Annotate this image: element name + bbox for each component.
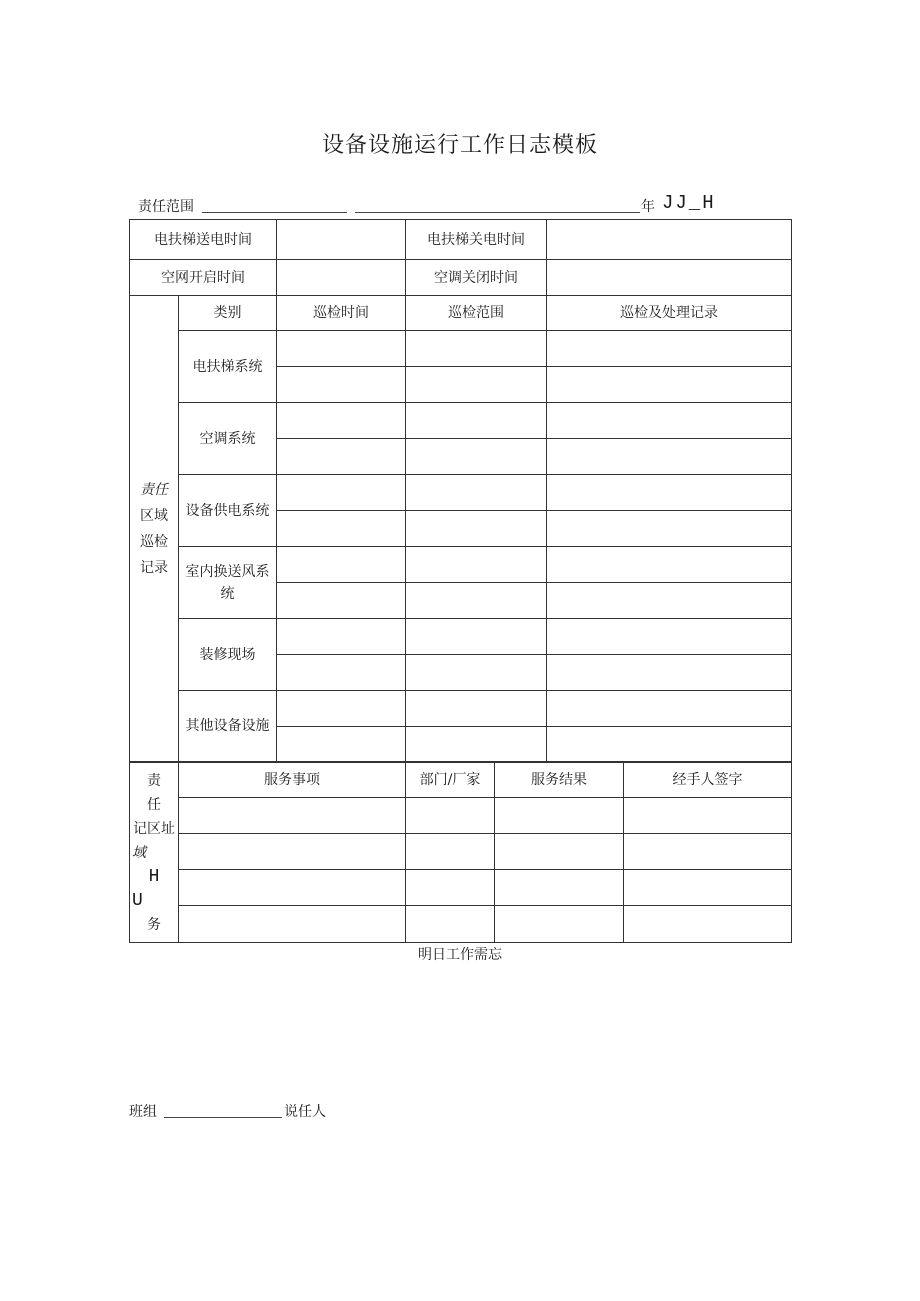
- service-item-cell[interactable]: [179, 834, 406, 870]
- column-header: 经手人签字: [624, 763, 792, 798]
- department-cell[interactable]: [406, 870, 495, 906]
- result-cell[interactable]: [495, 834, 624, 870]
- section-label-line: 巡检: [140, 533, 168, 550]
- category-label: 电扶梯系统: [179, 331, 277, 403]
- section-label-line: H: [148, 866, 160, 887]
- range-cell[interactable]: [406, 475, 547, 511]
- section-label-line: 记区址: [133, 820, 175, 837]
- ac-off-field[interactable]: [547, 260, 792, 296]
- section-label-line: 责任: [140, 481, 168, 498]
- section-label-line: 任: [147, 796, 161, 813]
- category-label: 装修现场: [179, 619, 277, 691]
- ac-on-label: 空网开启时间: [130, 260, 277, 296]
- range-cell[interactable]: [406, 331, 547, 367]
- responsible-label: 说任人: [284, 1104, 326, 1120]
- scope-field[interactable]: [202, 212, 347, 213]
- time-cell[interactable]: [277, 475, 406, 511]
- section-label-line: 记录: [140, 559, 168, 576]
- time-cell[interactable]: [277, 619, 406, 655]
- times-table: [129, 219, 792, 296]
- section-label-line: 域: [132, 844, 146, 861]
- record-cell[interactable]: [547, 403, 792, 439]
- range-cell[interactable]: [406, 583, 547, 619]
- section-label-line: 责: [147, 772, 161, 789]
- escalator-power-on-label: 电扶梯送电时间: [130, 220, 277, 260]
- page-title: 设备设施运行工作日志模板: [321, 133, 598, 158]
- column-header: 部门/厂家: [406, 763, 495, 798]
- range-cell[interactable]: [406, 691, 547, 727]
- column-header: 类别: [179, 296, 277, 331]
- time-cell[interactable]: [277, 691, 406, 727]
- range-cell[interactable]: [406, 655, 547, 691]
- record-cell[interactable]: [547, 511, 792, 547]
- service-item-cell[interactable]: [179, 906, 406, 943]
- time-cell[interactable]: [277, 547, 406, 583]
- signature-cell[interactable]: [624, 906, 792, 943]
- escalator-power-on-field[interactable]: [277, 220, 406, 260]
- section-label-line: U: [132, 890, 143, 911]
- category-label: 其他设备设施: [179, 691, 277, 762]
- year-label: 年: [641, 199, 655, 215]
- range-cell[interactable]: [406, 727, 547, 762]
- service-item-cell[interactable]: [179, 798, 406, 834]
- signature-cell[interactable]: [624, 798, 792, 834]
- record-cell[interactable]: [547, 691, 792, 727]
- date-field[interactable]: [355, 212, 640, 213]
- time-cell[interactable]: [277, 727, 406, 762]
- department-cell[interactable]: [406, 906, 495, 943]
- range-cell[interactable]: [406, 403, 547, 439]
- column-header: 巡检时间: [277, 296, 406, 331]
- record-cell[interactable]: [547, 727, 792, 762]
- range-cell[interactable]: [406, 511, 547, 547]
- section-label-line: 区域: [140, 507, 168, 524]
- signature-cell[interactable]: [624, 834, 792, 870]
- result-cell[interactable]: [495, 870, 624, 906]
- range-cell[interactable]: [406, 547, 547, 583]
- escalator-power-off-label: 电扶梯关电时间: [406, 220, 547, 260]
- ac-off-label: 空调关闭时间: [406, 260, 547, 296]
- record-cell[interactable]: [547, 547, 792, 583]
- service-item-cell[interactable]: [179, 870, 406, 906]
- range-cell[interactable]: [406, 439, 547, 475]
- inspection-section-label: [130, 296, 179, 762]
- result-cell[interactable]: [495, 906, 624, 943]
- time-cell[interactable]: [277, 511, 406, 547]
- service-table: [129, 762, 792, 943]
- department-cell[interactable]: [406, 798, 495, 834]
- result-cell[interactable]: [495, 798, 624, 834]
- date-extra: JJ_H: [662, 192, 716, 214]
- escalator-power-off-field[interactable]: [547, 220, 792, 260]
- category-label: 设备供电系统: [179, 475, 277, 547]
- category-label: 空调系统: [179, 403, 277, 475]
- column-header: 服务事项: [179, 763, 406, 798]
- record-cell[interactable]: [547, 655, 792, 691]
- time-cell[interactable]: [277, 439, 406, 475]
- team-field[interactable]: [164, 1117, 282, 1118]
- record-cell[interactable]: [547, 583, 792, 619]
- column-header: 巡检及处理记录: [547, 296, 792, 331]
- record-cell[interactable]: [547, 439, 792, 475]
- range-cell[interactable]: [406, 619, 547, 655]
- inspection-table: [129, 295, 792, 762]
- memo-label: 明日工作需忘: [418, 947, 502, 963]
- signature-cell[interactable]: [624, 870, 792, 906]
- team-label: 班组: [129, 1104, 157, 1120]
- record-cell[interactable]: [547, 331, 792, 367]
- time-cell[interactable]: [277, 367, 406, 403]
- record-cell[interactable]: [547, 475, 792, 511]
- service-section-label: [130, 763, 179, 943]
- column-header: 巡检范围: [406, 296, 547, 331]
- department-cell[interactable]: [406, 834, 495, 870]
- category-label: 室内换送风系统: [179, 547, 277, 619]
- range-cell[interactable]: [406, 367, 547, 403]
- time-cell[interactable]: [277, 331, 406, 367]
- record-cell[interactable]: [547, 367, 792, 403]
- time-cell[interactable]: [277, 583, 406, 619]
- column-header: 服务结果: [495, 763, 624, 798]
- ac-on-field[interactable]: [277, 260, 406, 296]
- time-cell[interactable]: [277, 403, 406, 439]
- time-cell[interactable]: [277, 655, 406, 691]
- section-label-line: 务: [147, 916, 161, 933]
- scope-label: 责任范围: [138, 199, 194, 215]
- record-cell[interactable]: [547, 619, 792, 655]
